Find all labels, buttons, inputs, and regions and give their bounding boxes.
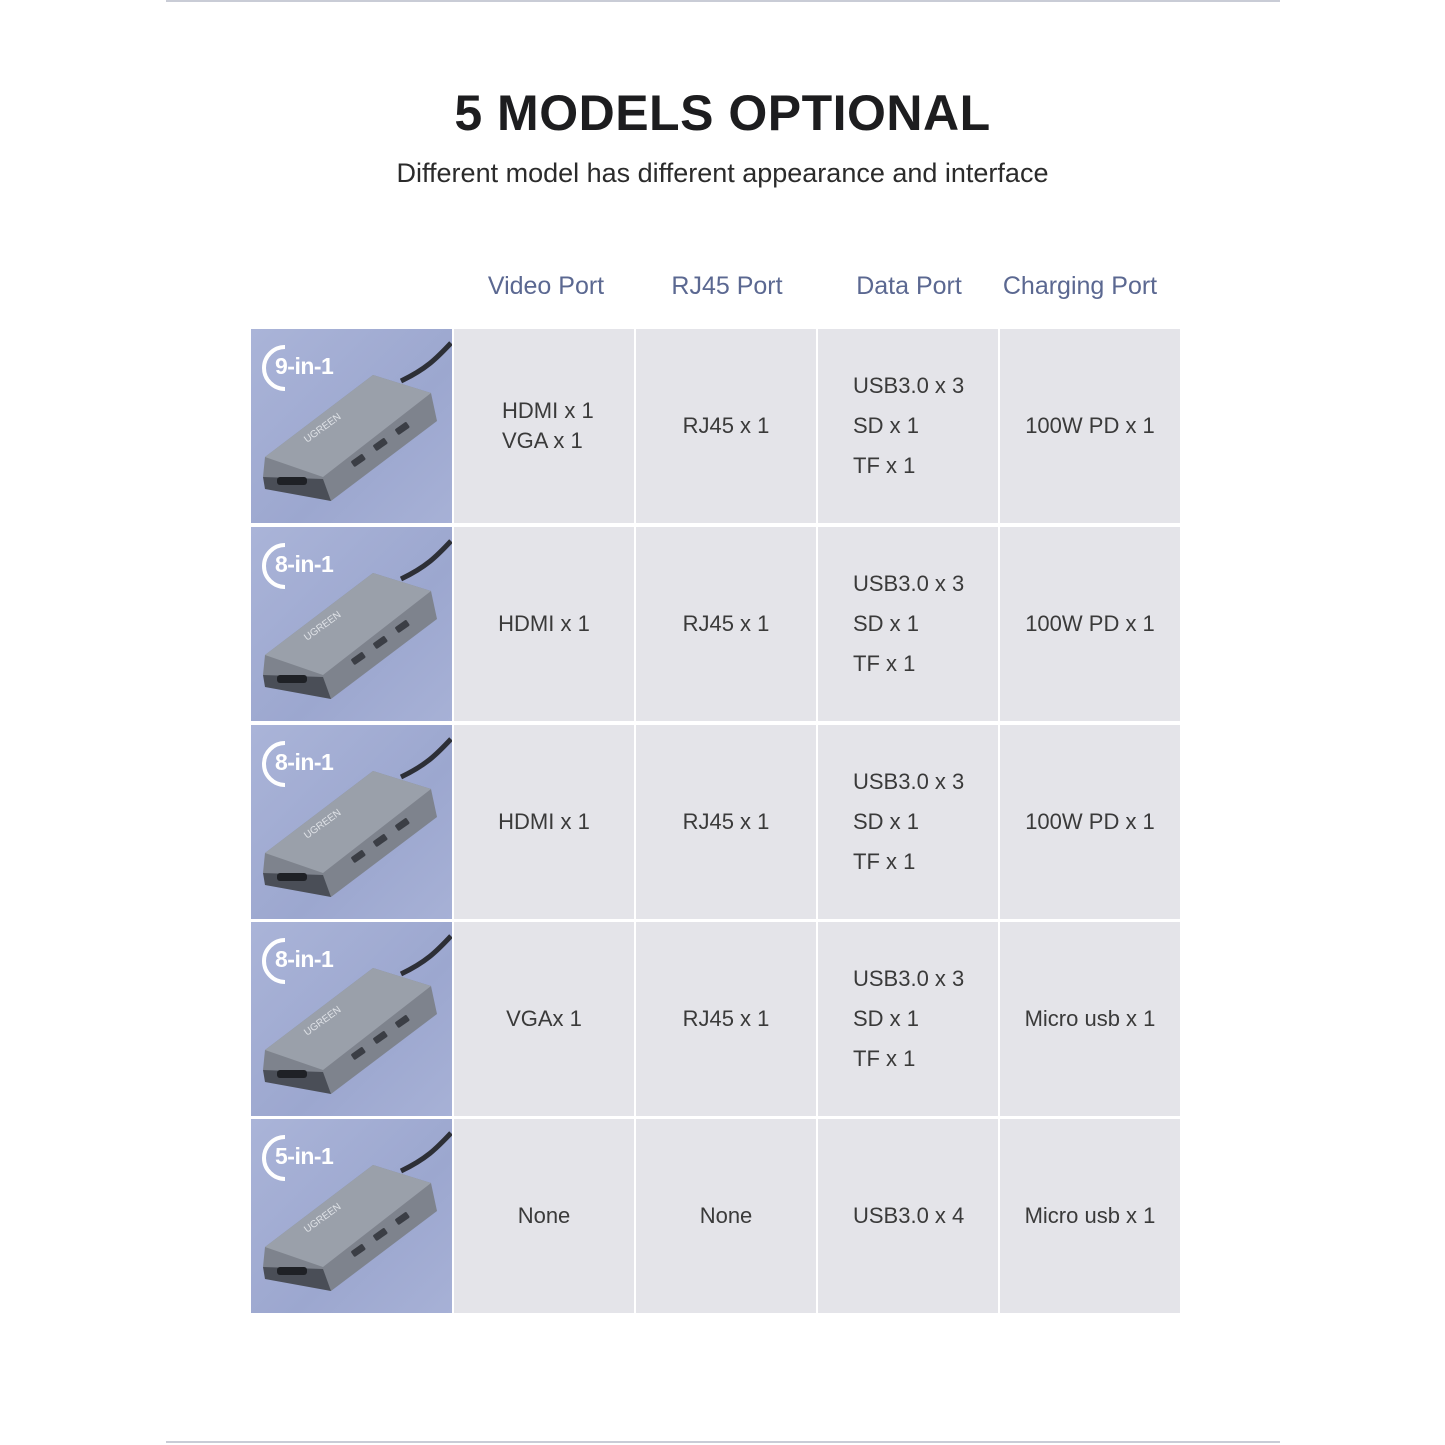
cell-data-port — [818, 922, 998, 1116]
video-port-value: HDMI x 1 — [502, 398, 594, 423]
model-thumbnail — [251, 527, 452, 721]
cell-charging-port — [1000, 329, 1180, 523]
model-badge — [259, 541, 339, 591]
table-row — [251, 329, 1180, 523]
page-subtitle: Different model has different appearance and interface — [396, 158, 1049, 188]
charging-port-value: 100W PD x 1 — [1025, 809, 1155, 834]
model-thumbnail — [251, 725, 452, 919]
rj45-port-value: RJ45 x 1 — [682, 611, 770, 636]
model-badge-label: 5-in-1 — [275, 1143, 334, 1169]
model-badge — [259, 739, 339, 789]
model-badge-label: 9-in-1 — [275, 353, 334, 379]
video-port-value: VGA x 1 — [502, 428, 583, 453]
model-thumbnail — [251, 329, 452, 523]
model-thumbnail — [251, 1119, 452, 1313]
column-header-data-port: Data Port — [856, 272, 962, 300]
top-divider — [166, 0, 1280, 2]
model-badge-label: 8-in-1 — [275, 946, 334, 972]
brand-logo: UGREEN — [302, 1201, 344, 1236]
data-port-value: TF x 1 — [853, 1046, 916, 1071]
video-port-value: HDMI x 1 — [498, 611, 590, 636]
cell-data-port — [818, 1119, 998, 1313]
table-row — [251, 527, 1180, 721]
charging-port-value: 100W PD x 1 — [1025, 611, 1155, 636]
video-port-value: VGAx 1 — [506, 1006, 582, 1031]
video-port-value: HDMI x 1 — [498, 809, 590, 834]
charging-port-value: Micro usb x 1 — [1024, 1006, 1156, 1031]
cell-video-port — [454, 1119, 634, 1313]
cell-video-port — [454, 329, 634, 523]
table-row — [251, 922, 1180, 1116]
data-port-value: USB3.0 x 3 — [853, 571, 965, 596]
cell-rj45-port — [636, 527, 816, 721]
model-badge-label: 8-in-1 — [275, 749, 334, 775]
cell-rj45-port — [636, 922, 816, 1116]
cell-charging-port — [1000, 527, 1180, 721]
model-badge-label: 8-in-1 — [275, 551, 334, 577]
model-badge — [259, 936, 339, 986]
data-port-value: TF x 1 — [853, 849, 916, 874]
rj45-port-value: RJ45 x 1 — [682, 1006, 770, 1031]
brand-logo: UGREEN — [302, 411, 344, 446]
cell-charging-port — [1000, 1119, 1180, 1313]
cell-rj45-port — [636, 725, 816, 919]
rj45-port-value: None — [699, 1203, 753, 1228]
data-port-value: USB3.0 x 3 — [853, 373, 965, 398]
model-thumbnail — [251, 922, 452, 1116]
charging-port-value: Micro usb x 1 — [1024, 1203, 1156, 1228]
data-port-value: USB3.0 x 3 — [853, 769, 965, 794]
data-port-value: SD x 1 — [853, 1006, 920, 1031]
table-row — [251, 725, 1180, 919]
model-badge — [259, 343, 339, 393]
rj45-port-value: RJ45 x 1 — [682, 809, 770, 834]
cell-video-port — [454, 527, 634, 721]
cell-data-port — [818, 329, 998, 523]
rj45-port-value: RJ45 x 1 — [682, 413, 770, 438]
video-port-value: None — [517, 1203, 571, 1228]
column-header-video-port: Video Port — [487, 272, 605, 300]
data-port-value: TF x 1 — [853, 651, 916, 676]
cell-data-port — [818, 725, 998, 919]
cell-rj45-port — [636, 329, 816, 523]
cell-video-port — [454, 922, 634, 1116]
cell-rj45-port — [636, 1119, 816, 1313]
data-port-value: USB3.0 x 4 — [853, 1203, 965, 1228]
brand-logo: UGREEN — [302, 1004, 344, 1039]
cell-video-port — [454, 725, 634, 919]
cell-charging-port — [1000, 922, 1180, 1116]
data-port-value: USB3.0 x 3 — [853, 966, 965, 991]
brand-logo: UGREEN — [302, 807, 344, 842]
cell-data-port — [818, 527, 998, 721]
model-badge — [259, 1133, 339, 1183]
bottom-divider — [166, 1441, 1280, 1443]
data-port-value: SD x 1 — [853, 413, 920, 438]
cell-charging-port — [1000, 725, 1180, 919]
data-port-value: SD x 1 — [853, 611, 920, 636]
data-port-value: TF x 1 — [853, 453, 916, 478]
column-header-charging-port: Charging Port — [1002, 272, 1158, 300]
charging-port-value: 100W PD x 1 — [1025, 413, 1155, 438]
page-title: 5 MODELS OPTIONAL — [454, 85, 991, 141]
table-row — [251, 1119, 1180, 1313]
column-header-rj45-port: RJ45 Port — [671, 272, 783, 300]
data-port-value: SD x 1 — [853, 809, 920, 834]
brand-logo: UGREEN — [302, 609, 344, 644]
